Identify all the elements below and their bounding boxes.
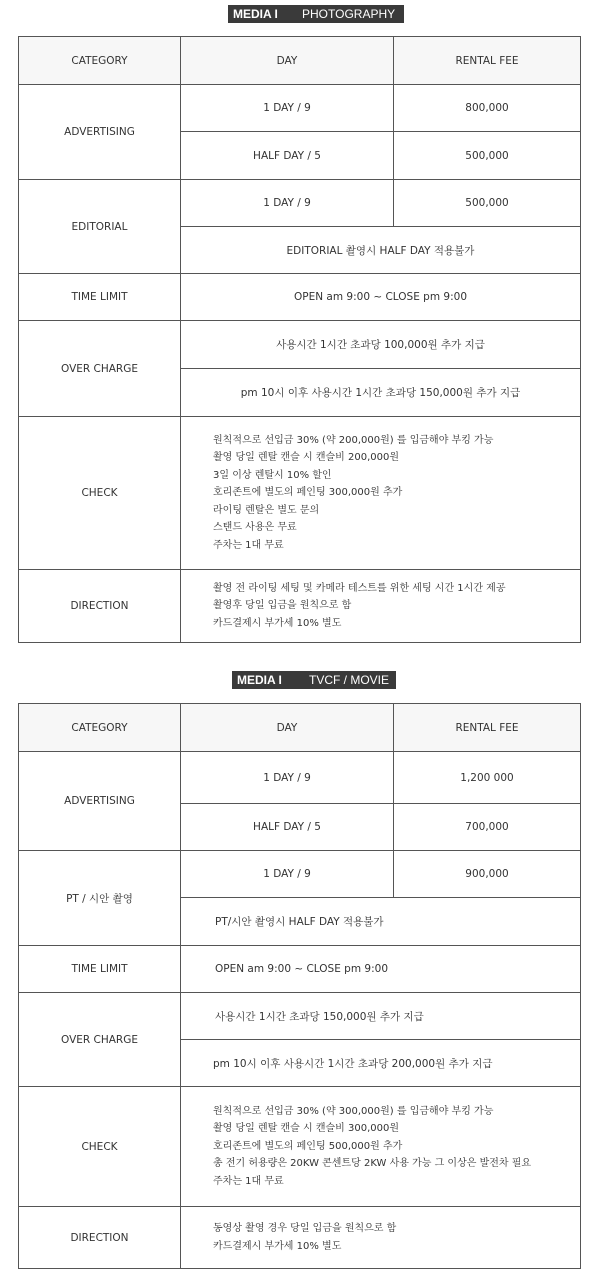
time-limit-value: OPEN am 9:00 ~ CLOSE pm 9:00	[181, 274, 581, 321]
table-row	[19, 321, 581, 369]
table-row	[19, 274, 581, 321]
category-editorial: EDITORIAL	[19, 180, 181, 274]
list-item: 원칙적으로 선입금 30% (약 300,000원) 를 입금해야 부킹 가능	[213, 1105, 494, 1117]
list-item: 3일 이상 렌탈시 10% 할인	[213, 469, 332, 481]
media-label: MEDIA I	[233, 7, 278, 21]
list-item: 총 전기 허용량은 20KW 콘센트당 2KW 사용 가능 그 이상은 발전차 필요	[213, 1158, 532, 1170]
table-row	[19, 417, 581, 570]
fee-cell: 500,000	[394, 132, 581, 180]
list-item: 촬영 전 라이팅 세팅 및 카메라 테스트를 위한 세팅 시간 1시간 제공	[213, 582, 506, 594]
check-list	[181, 1087, 581, 1207]
fee-cell: 500,000	[394, 180, 581, 227]
day-cell: HALF DAY / 5	[181, 804, 394, 851]
over-charge-line: pm 10시 이후 사용시간 1시간 초과당 150,000원 추가 지급	[181, 369, 581, 417]
list-item: 촬영 당일 렌탈 캔슬 시 캔슬비 200,000원	[213, 452, 400, 464]
category-over-charge: OVER CHARGE	[19, 321, 181, 417]
fee-cell: 800,000	[394, 85, 581, 132]
list-item: 카드결제시 부가세 10% 별도	[213, 1240, 342, 1252]
list-item: 촬영후 당일 입금을 원칙으로 함	[213, 600, 352, 612]
over-charge-line: pm 10시 이후 사용시간 1시간 초과당 200,000원 추가 지급	[181, 1040, 581, 1087]
photography-rental-table	[18, 36, 581, 643]
header-rental-fee: RENTAL FEE	[394, 704, 581, 752]
list-item: 촬영 당일 렌탈 캔슬 시 캔슬비 300,000원	[213, 1123, 400, 1135]
category-check: CHECK	[19, 417, 181, 570]
movie-rental-table	[18, 703, 581, 1269]
movie-section-badge	[232, 671, 396, 689]
list-item: 호리존트에 별도의 페인팅 300,000원 추가	[213, 487, 403, 499]
table-row	[19, 1087, 581, 1207]
header-category: CATEGORY	[19, 704, 181, 752]
header-category: CATEGORY	[19, 37, 181, 85]
list-item: 카드결제시 부가세 10% 별도	[213, 617, 342, 629]
fee-cell: 700,000	[394, 804, 581, 851]
media-label: MEDIA I	[237, 673, 282, 687]
list-item: 호리존트에 별도의 페인팅 500,000원 추가	[213, 1140, 403, 1152]
category-check: CHECK	[19, 1087, 181, 1207]
day-cell: HALF DAY / 5	[181, 132, 394, 180]
direction-list	[181, 1207, 581, 1269]
category-time-limit: TIME LIMIT	[19, 274, 181, 321]
table-header-row	[19, 37, 581, 85]
day-cell: 1 DAY / 9	[181, 851, 394, 898]
category-direction: DIRECTION	[19, 570, 181, 643]
table-row	[19, 993, 581, 1040]
editorial-note: EDITORIAL 촬영시 HALF DAY 적용불가	[181, 227, 581, 274]
table-row	[19, 946, 581, 993]
table-row	[19, 851, 581, 898]
header-day: DAY	[181, 704, 394, 752]
time-limit-value: OPEN am 9:00 ~ CLOSE pm 9:00	[181, 946, 581, 993]
category-time-limit: TIME LIMIT	[19, 946, 181, 993]
list-item: 주차는 1대 무료	[213, 1175, 284, 1187]
check-list	[181, 417, 581, 570]
table-header-row	[19, 704, 581, 752]
table-row	[19, 85, 581, 132]
list-item: 스탠드 사용은 무료	[213, 522, 297, 534]
header-day: DAY	[181, 37, 394, 85]
day-cell: 1 DAY / 9	[181, 752, 394, 804]
category-direction: DIRECTION	[19, 1207, 181, 1269]
table-row	[19, 570, 581, 643]
list-item: 원칙적으로 선입금 30% (약 200,000원) 를 입금해야 부킹 가능	[213, 434, 494, 446]
table-row	[19, 1207, 581, 1269]
list-item: 동영상 촬영 경우 당일 입금을 원칙으로 함	[213, 1223, 397, 1234]
photography-section-badge	[228, 5, 404, 23]
fee-cell: 900,000	[394, 851, 581, 898]
day-cell: 1 DAY / 9	[181, 85, 394, 132]
header-rental-fee: RENTAL FEE	[394, 37, 581, 85]
over-charge-line: 사용시간 1시간 초과당 100,000원 추가 지급	[181, 321, 581, 369]
section-type-label: TVCF / MOVIE	[309, 673, 390, 687]
category-pt: PT / 시안 촬영	[19, 851, 181, 946]
category-advertising: ADVERTISING	[19, 752, 181, 851]
category-over-charge: OVER CHARGE	[19, 993, 181, 1087]
table-row	[19, 752, 581, 804]
list-item: 주차는 1대 무료	[213, 539, 284, 551]
direction-list	[181, 570, 581, 643]
list-item: 라이팅 렌탈은 별도 문의	[213, 504, 320, 516]
pt-note: PT/시안 촬영시 HALF DAY 적용불가	[181, 898, 581, 946]
table-row	[19, 180, 581, 227]
day-cell: 1 DAY / 9	[181, 180, 394, 227]
fee-cell: 1,200 000	[394, 752, 581, 804]
over-charge-line: 사용시간 1시간 초과당 150,000원 추가 지급	[181, 993, 581, 1040]
category-advertising: ADVERTISING	[19, 85, 181, 180]
section-type-label: PHOTOGRAPHY	[302, 7, 396, 21]
